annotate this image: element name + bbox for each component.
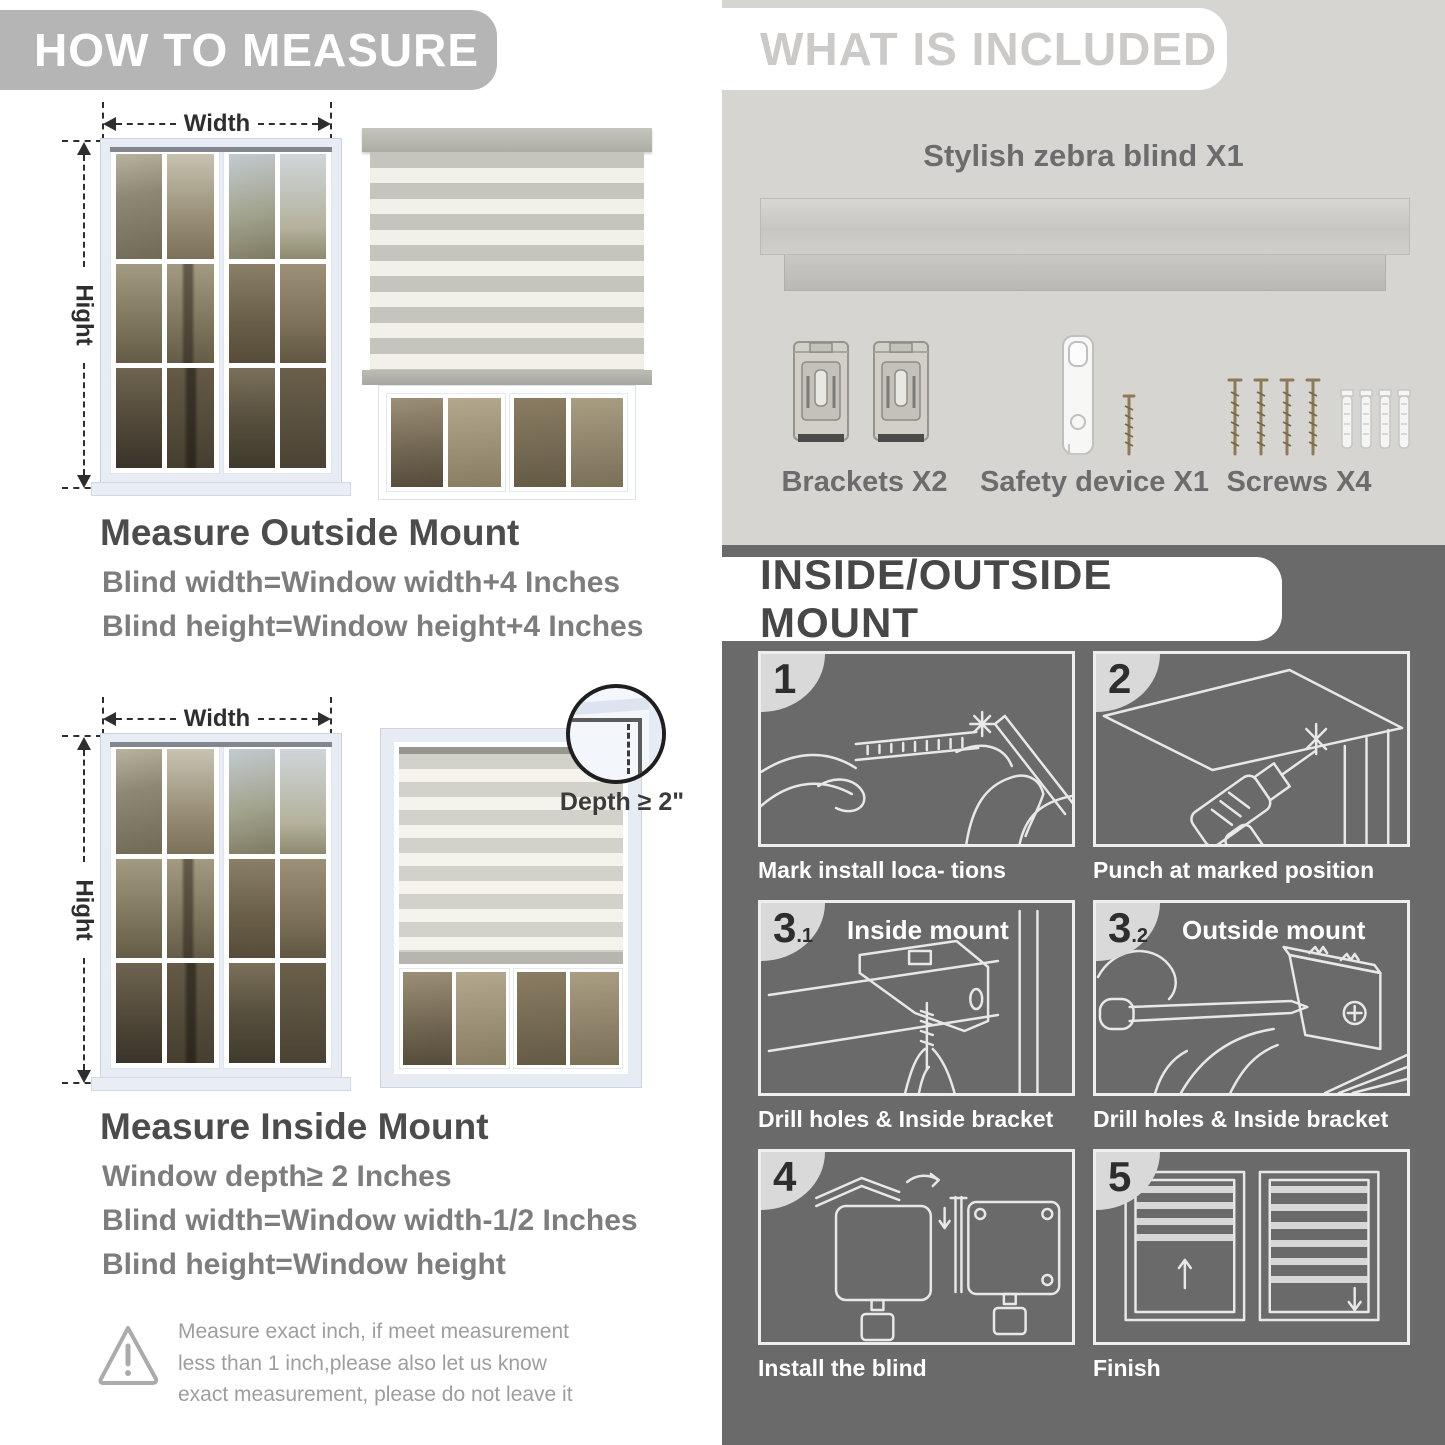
- step-title: Inside mount: [847, 915, 1009, 945]
- arrow-up-icon: [77, 737, 91, 750]
- what-is-included-header: [722, 8, 1227, 90]
- step-number-badge: 1: [761, 654, 825, 712]
- headrail-image-lower: [784, 255, 1386, 291]
- depth-label: Depth ≥ 2": [559, 788, 685, 816]
- blind-headrail: [362, 128, 652, 152]
- outside-formula-width: Blind width=Window width+4 Inches: [102, 566, 621, 599]
- step-title: Outside mount: [1182, 915, 1366, 945]
- step-panel: [1093, 1149, 1410, 1345]
- wall-anchors-icon: [1337, 372, 1413, 464]
- step-1: [758, 651, 1075, 884]
- step-caption: Finish: [1093, 1355, 1161, 1381]
- step-caption: Punch at marked position: [1093, 857, 1375, 883]
- window-photo-outside: [100, 138, 342, 484]
- bracket-icon: [868, 336, 934, 452]
- inside-formula-width: Blind width=Window width-1/2 Inches: [102, 1204, 638, 1237]
- what-is-included-section: [722, 0, 1445, 545]
- screws-icon: [1221, 372, 1325, 464]
- arrow-left-icon: [103, 712, 116, 726]
- step-number-badge: 2: [1096, 654, 1160, 712]
- safety-device-icon: [1054, 332, 1102, 462]
- step-3-1: [758, 900, 1075, 1133]
- what-is-included-title: WHAT IS INCLUDED: [760, 23, 1218, 75]
- screws-image: [1221, 372, 1413, 464]
- product-name: Stylish zebra blind X1: [923, 138, 1244, 173]
- step-caption: Install the blind: [758, 1355, 927, 1381]
- blind-fabric: [399, 754, 623, 952]
- step-number-badge: 5: [1096, 1152, 1160, 1210]
- measure-outside-heading: Measure Outside Mount: [100, 512, 520, 553]
- item-label-screws: Screws X4: [1226, 466, 1372, 498]
- height-arrow-inside: [70, 737, 98, 1083]
- step-panel: [758, 651, 1075, 847]
- depth-magnifier-icon: [566, 684, 666, 784]
- how-to-measure-header: [0, 10, 497, 90]
- step-number-badge: 3 .2: [1096, 903, 1160, 961]
- step-panel: [758, 1149, 1075, 1345]
- step-panel: [1093, 651, 1410, 847]
- step-3-2: [1093, 900, 1410, 1133]
- width-arrow-inside: [103, 705, 331, 733]
- inside-formula-height: Blind height=Window height: [102, 1248, 506, 1281]
- inside-formula-depth: Window depth≥ 2 Inches: [102, 1160, 452, 1193]
- step-number-badge: 3 .1: [761, 903, 825, 961]
- how-to-measure-section: [0, 0, 700, 1445]
- height-label: Hight: [71, 879, 98, 941]
- height-label: Hight: [71, 284, 98, 346]
- arrow-up-icon: [77, 142, 91, 155]
- inside-outside-mount-section: [722, 545, 1445, 1445]
- window-photo-inside: [100, 733, 342, 1079]
- step-panel: [758, 900, 1075, 1096]
- inside-outside-mount-title: INSIDE/OUTSIDE MOUNT: [760, 551, 1113, 646]
- brackets-image: [788, 336, 934, 452]
- step-caption: Mark install loca- tions: [758, 857, 1006, 883]
- warning-triangle-icon: [95, 1322, 161, 1388]
- blind-fabric: [370, 152, 644, 370]
- safety-device-image: [1054, 332, 1138, 462]
- how-to-measure-title: HOW TO MEASURE: [34, 24, 480, 76]
- height-arrow-outside: [70, 142, 98, 488]
- warning-text: Measure exact inch, if meet measurement less than 1 inch,please also let us know exact measurement, please do not leave it: [178, 1320, 573, 1406]
- blind-bottom-rail: [362, 370, 652, 385]
- window-sill: [91, 1077, 351, 1091]
- inside-outside-mount-header: [722, 551, 1282, 646]
- step-caption: Drill holes & Inside bracket: [758, 1106, 1054, 1132]
- installation-steps: [758, 651, 1410, 1382]
- bracket-icon: [788, 336, 854, 452]
- width-label: Width: [183, 110, 251, 137]
- screw-icon: [1120, 390, 1138, 462]
- blind-bottom-rail: [399, 952, 623, 964]
- headrail-image: [760, 198, 1410, 255]
- measure-inside-heading: Measure Inside Mount: [100, 1106, 489, 1147]
- step-number-badge: 4: [761, 1152, 825, 1210]
- arrow-left-icon: [103, 117, 116, 131]
- step-panel: [1093, 900, 1410, 1096]
- width-arrow-outside: [103, 110, 331, 138]
- item-label-brackets: Brackets X2: [781, 466, 948, 498]
- window-sill: [91, 482, 351, 496]
- width-label: Width: [183, 705, 251, 732]
- step-5: [1093, 1149, 1410, 1382]
- step-caption: Drill holes & Inside bracket: [1093, 1106, 1389, 1132]
- blind-photo-outside-mount: [362, 128, 652, 500]
- item-label-safety-device: Safety device X1: [980, 466, 1209, 498]
- step-2: [1093, 651, 1410, 884]
- step-4: [758, 1149, 1075, 1382]
- outside-formula-height: Blind height=Window height+4 Inches: [102, 610, 644, 643]
